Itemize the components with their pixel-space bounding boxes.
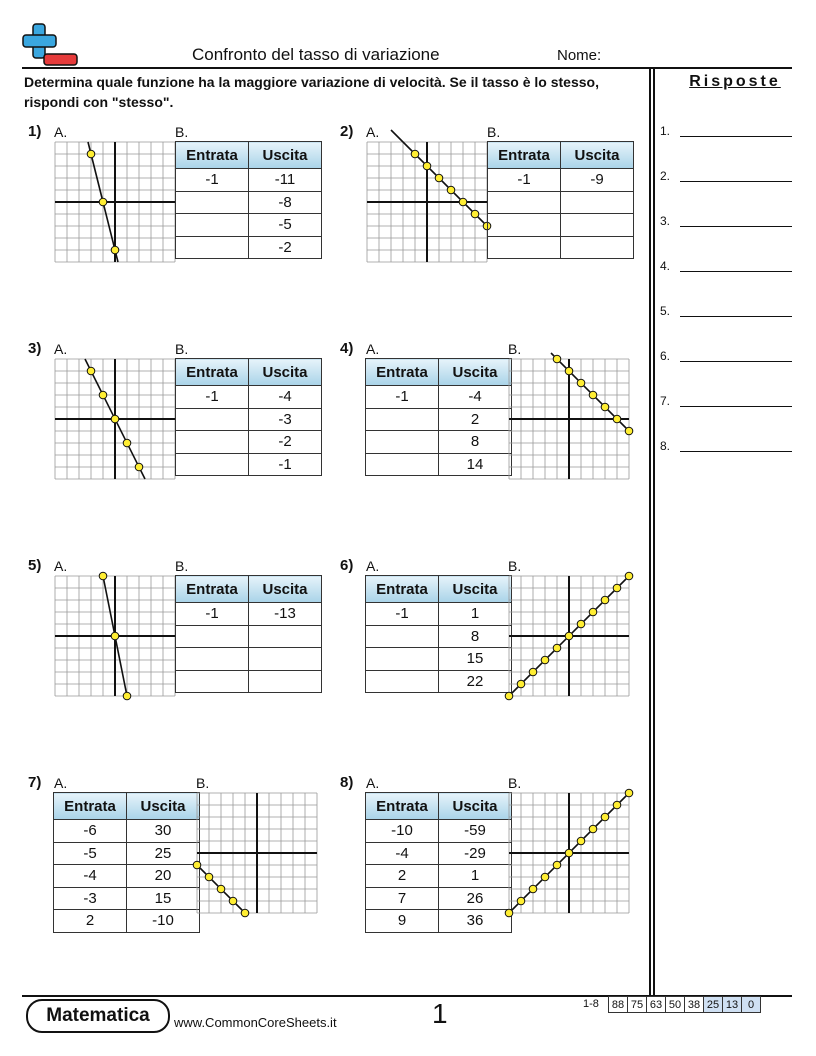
graph-point: [423, 162, 431, 170]
graph-point: [435, 174, 443, 182]
answer-row-6[interactable]: 6.: [660, 349, 670, 363]
graph-point: [589, 825, 597, 833]
table-header-output: Uscita: [561, 142, 634, 169]
table-cell: 36: [439, 910, 512, 933]
graph-point: [87, 367, 95, 375]
graph-point: [577, 837, 585, 845]
graph-point: [241, 909, 249, 917]
table-cell: -10: [366, 820, 439, 843]
footer-url: www.CommonCoreSheets.it: [174, 1015, 337, 1030]
problem-1-label-b: B.: [175, 124, 189, 140]
problem-4-label-a: A.: [366, 341, 380, 357]
problem-4-table: [365, 358, 512, 476]
graph-point: [111, 246, 119, 254]
graph-point: [517, 897, 525, 905]
graph-point: [193, 861, 201, 869]
graph-point: [541, 656, 549, 664]
problem-1-label-a: A.: [54, 124, 68, 140]
answer-column-divider-inner: [653, 69, 655, 996]
graph-point: [625, 427, 633, 435]
answer-row-3[interactable]: 3.: [660, 214, 670, 228]
problem-1-graph: [54, 141, 176, 263]
problem-7-label-b: B.: [196, 775, 210, 791]
table-cell: -6: [54, 820, 127, 843]
problem-2-number: 2): [340, 123, 354, 140]
graph-point: [529, 885, 537, 893]
table-cell: -5: [249, 214, 322, 237]
graph-point: [517, 680, 525, 688]
table-cell: -4: [54, 865, 127, 888]
problem-3-graph: [54, 358, 176, 480]
table-cell: [488, 191, 561, 214]
table-cell: [488, 214, 561, 237]
problem-2-table: [487, 141, 634, 259]
problem-6-table: [365, 575, 512, 693]
graph-point: [505, 909, 513, 917]
table-cell: -1: [366, 386, 439, 409]
table-cell: 8: [439, 625, 512, 648]
score-cell: 88: [609, 997, 628, 1013]
table-cell: -4: [249, 386, 322, 409]
graph-point: [577, 379, 585, 387]
graph-point: [205, 873, 213, 881]
table-cell: [561, 214, 634, 237]
problem-7-label-a: A.: [54, 775, 68, 791]
problem-4-number: 4): [340, 340, 354, 357]
table-cell: [176, 648, 249, 671]
graph-point: [505, 692, 513, 700]
table-cell: [366, 408, 439, 431]
problem-2-label-b: B.: [487, 124, 501, 140]
table-cell: [488, 236, 561, 259]
table-cell: [249, 648, 322, 671]
table-header-input: Entrata: [176, 142, 249, 169]
table-header-output: Uscita: [249, 359, 322, 386]
graph-point: [577, 620, 585, 628]
graph-point: [625, 789, 633, 797]
problem-4-label-b: B.: [508, 341, 522, 357]
table-cell: 15: [127, 887, 200, 910]
graph-point: [123, 439, 131, 447]
table-cell: -1: [366, 603, 439, 626]
graph-point: [99, 572, 107, 580]
problem-3-table: [175, 358, 322, 476]
table-cell: [176, 670, 249, 693]
table-cell: 2: [366, 865, 439, 888]
table-cell: 9: [366, 910, 439, 933]
table-cell: 7: [366, 887, 439, 910]
problem-6-label-a: A.: [366, 558, 380, 574]
table-cell: 26: [439, 887, 512, 910]
problem-2-graph: [366, 141, 488, 263]
problem-7-number: 7): [28, 774, 42, 791]
table-cell: [176, 408, 249, 431]
table-cell: -5: [54, 842, 127, 865]
table-cell: 20: [127, 865, 200, 888]
problem-8-graph: [508, 792, 630, 914]
problem-8-number: 8): [340, 774, 354, 791]
problem-5-graph: [54, 575, 176, 697]
table-cell: 14: [439, 453, 512, 476]
problem-5-label-a: A.: [54, 558, 68, 574]
table-cell: [176, 625, 249, 648]
problem-7-table: [53, 792, 200, 933]
footer-brand: Matematica: [26, 999, 170, 1033]
table-cell: 8: [439, 431, 512, 454]
table-cell: -1: [249, 453, 322, 476]
graph-point: [529, 668, 537, 676]
graph-point: [99, 391, 107, 399]
table-cell: [176, 236, 249, 259]
graph-point: [613, 584, 621, 592]
table-cell: [176, 453, 249, 476]
problem-6-label-b: B.: [508, 558, 522, 574]
problem-5-label-b: B.: [175, 558, 189, 574]
table-header-input: Entrata: [54, 793, 127, 820]
graph-point: [565, 849, 573, 857]
table-cell: -1: [176, 169, 249, 192]
table-cell: -1: [176, 386, 249, 409]
name-label: Nome:: [557, 47, 602, 64]
table-cell: [366, 453, 439, 476]
table-header-input: Entrata: [488, 142, 561, 169]
table-cell: [366, 431, 439, 454]
table-header-output: Uscita: [249, 142, 322, 169]
score-range: 1-8: [583, 998, 599, 1010]
graph-point: [135, 463, 143, 471]
table-cell: -2: [249, 431, 322, 454]
score-cell: 50: [666, 997, 685, 1013]
problem-1-table: [175, 141, 322, 259]
table-cell: 30: [127, 820, 200, 843]
table-cell: [176, 191, 249, 214]
table-cell: [366, 648, 439, 671]
score-cell: 13: [723, 997, 742, 1013]
answer-row-5[interactable]: 5.: [660, 304, 670, 318]
graph-point: [589, 391, 597, 399]
table-cell: -3: [54, 887, 127, 910]
plus-minus-logo-icon: [22, 22, 80, 68]
graph-point: [565, 367, 573, 375]
table-header-output: Uscita: [439, 359, 512, 386]
graph-point: [471, 210, 479, 218]
answer-row-4[interactable]: 4.: [660, 259, 670, 273]
problem-3-number: 3): [28, 340, 42, 357]
graph-point: [87, 150, 95, 158]
graph-point: [229, 897, 237, 905]
graph-point: [553, 861, 561, 869]
table-cell: [176, 431, 249, 454]
problem-4-graph: [508, 358, 630, 480]
table-cell: -29: [439, 842, 512, 865]
graph-point: [613, 415, 621, 423]
graph-point: [411, 150, 419, 158]
problem-8-label-b: B.: [508, 775, 522, 791]
graph-point: [99, 198, 107, 206]
table-cell: -59: [439, 820, 512, 843]
problem-1-number: 1): [28, 123, 42, 140]
problem-6-number: 6): [340, 557, 354, 574]
graph-point: [589, 608, 597, 616]
problem-8-label-a: A.: [366, 775, 380, 791]
graph-point: [601, 403, 609, 411]
graph-point: [601, 813, 609, 821]
score-cell: 0: [742, 997, 761, 1013]
table-cell: 1: [439, 603, 512, 626]
table-cell: [249, 670, 322, 693]
graph-point: [601, 596, 609, 604]
page-number: 1: [432, 998, 448, 1029]
answers-title: Risposte: [689, 73, 781, 90]
table-header-output: Uscita: [439, 576, 512, 603]
table-cell: 15: [439, 648, 512, 671]
table-cell: -1: [176, 603, 249, 626]
table-cell: -1: [488, 169, 561, 192]
table-cell: 2: [54, 910, 127, 933]
table-header-input: Entrata: [366, 793, 439, 820]
table-cell: 25: [127, 842, 200, 865]
table-cell: [249, 625, 322, 648]
table-cell: -2: [249, 236, 322, 259]
table-header-input: Entrata: [176, 576, 249, 603]
answer-row-8[interactable]: 8.: [660, 439, 670, 453]
header-divider: [22, 67, 792, 69]
problem-5-table: [175, 575, 322, 693]
table-header-output: Uscita: [439, 793, 512, 820]
graph-point: [111, 632, 119, 640]
problem-6-graph: [508, 575, 630, 697]
graph-point: [553, 644, 561, 652]
table-header-input: Entrata: [176, 359, 249, 386]
score-cell: 75: [628, 997, 647, 1013]
table-cell: [561, 191, 634, 214]
problem-7-graph: [196, 792, 318, 914]
problem-2-label-a: A.: [366, 124, 380, 140]
score-cell: 63: [647, 997, 666, 1013]
graph-point: [217, 885, 225, 893]
graph-point: [123, 692, 131, 700]
table-cell: -4: [366, 842, 439, 865]
answer-row-7[interactable]: 7.: [660, 394, 670, 408]
graph-point: [541, 873, 549, 881]
page-title: Confronto del tasso di variazione: [192, 45, 440, 64]
problem-3-label-b: B.: [175, 341, 189, 357]
graph-point: [613, 801, 621, 809]
instructions: Determina quale funzione ha la maggiore variazione di velocità. Se il tasso è lo stesso, rispondi con "stesso".: [24, 74, 599, 110]
table-cell: -13: [249, 603, 322, 626]
graph-point: [625, 572, 633, 580]
score-cell: 25: [704, 997, 723, 1013]
problem-5-number: 5): [28, 557, 42, 574]
table-cell: [561, 236, 634, 259]
graph-point: [553, 355, 561, 363]
table-header-input: Entrata: [366, 576, 439, 603]
answer-row-2[interactable]: 2.: [660, 169, 670, 183]
problem-3-label-a: A.: [54, 341, 68, 357]
problem-8-table: [365, 792, 512, 933]
table-cell: 22: [439, 670, 512, 693]
score-cell: 38: [685, 997, 704, 1013]
table-cell: -10: [127, 910, 200, 933]
score-table: [608, 996, 761, 1013]
table-cell: -4: [439, 386, 512, 409]
graph-point: [447, 186, 455, 194]
answer-row-1[interactable]: 1.: [660, 124, 670, 138]
table-cell: -9: [561, 169, 634, 192]
table-cell: [366, 625, 439, 648]
table-cell: -11: [249, 169, 322, 192]
table-header-output: Uscita: [127, 793, 200, 820]
table-header-output: Uscita: [249, 576, 322, 603]
graph-point: [459, 198, 467, 206]
table-cell: -3: [249, 408, 322, 431]
table-cell: [366, 670, 439, 693]
table-cell: -8: [249, 191, 322, 214]
table-cell: [176, 214, 249, 237]
graph-point: [565, 632, 573, 640]
table-header-input: Entrata: [366, 359, 439, 386]
graph-point: [111, 415, 119, 423]
table-cell: 1: [439, 865, 512, 888]
table-cell: 2: [439, 408, 512, 431]
answer-column-divider: [649, 69, 651, 996]
